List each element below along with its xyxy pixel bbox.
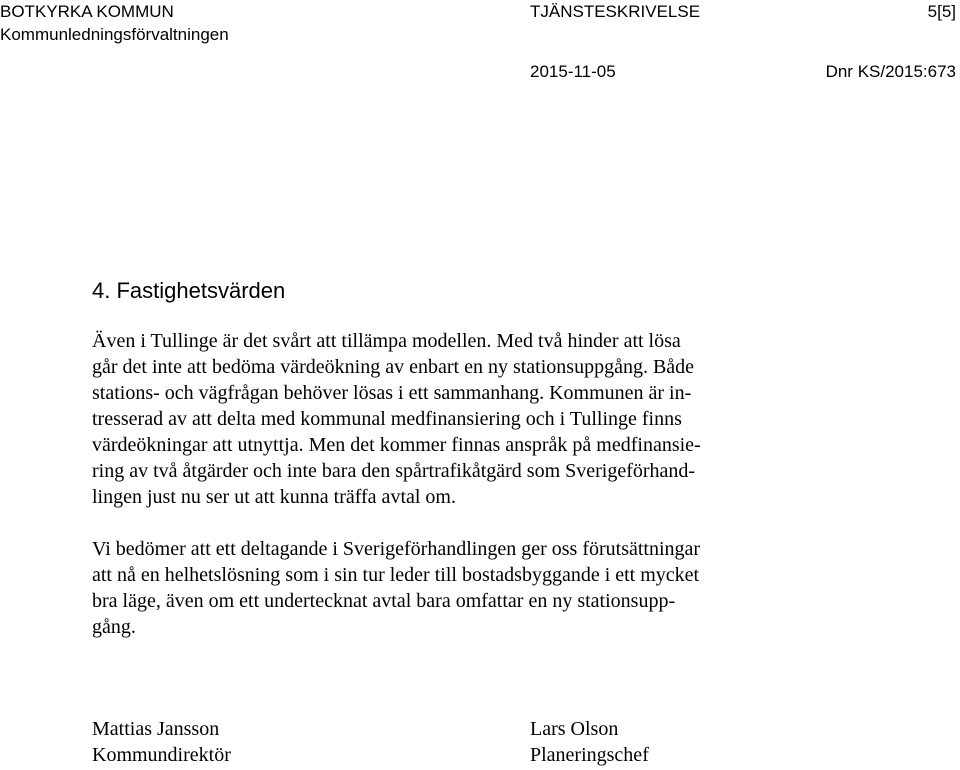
body-paragraph-1 xyxy=(92,328,701,510)
body-paragraph-2 xyxy=(92,536,700,640)
paragraph-line: tresserad av att delta med kommunal medfinansiering och i Tullinge finns xyxy=(92,408,682,430)
registration-number: Dnr KS/2015:673 xyxy=(825,62,956,81)
signatory-name: Lars Olson xyxy=(530,718,619,740)
signature-block-2 xyxy=(530,716,649,768)
signatory-name: Mattias Jansson xyxy=(92,718,220,740)
org-name: BOTKYRKA KOMMUN xyxy=(0,2,174,21)
paragraph-line: att nå en helhetslösning som i sin tur leder till bostadsbyggande i ett mycket xyxy=(92,564,700,586)
department-name: Kommunledningsförvaltningen xyxy=(0,25,229,44)
paragraph-line: går det inte att bedöma värdeökning av enbart en ny stationsuppgång. Både xyxy=(92,356,695,378)
section-heading: 4. Fastighetsvärden xyxy=(92,278,286,303)
paragraph-line: bra läge, även om ett undertecknat avtal bara omfattar en ny stationsupp- xyxy=(92,590,676,612)
page-number: 5[5] xyxy=(927,2,956,21)
paragraph-line: Även i Tullinge är det svårt att tillämpa modellen. Med två hinder att lösa xyxy=(92,330,681,352)
signatory-title: Kommundirektör xyxy=(92,744,231,766)
signatory-title: Planeringschef xyxy=(530,744,649,766)
paragraph-line: gång. xyxy=(92,616,136,638)
paragraph-line: stations- och vägfrågan behöver lösas i ett sammanhang. Kommunen är in- xyxy=(92,382,692,404)
paragraph-line: Vi bedömer att ett deltagande i Sverigeförhandlingen ger oss förutsättningar xyxy=(92,538,701,560)
paragraph-line: värdeökningar att utnyttja. Men det kommer finnas anspråk på medfinansie- xyxy=(92,434,701,456)
signature-block-1 xyxy=(92,716,231,768)
paragraph-line: ring av två åtgärder och inte bara den spårtrafikåtgärd som Sverigeförhand- xyxy=(92,460,696,482)
paragraph-line: lingen just nu ser ut att kunna träffa avtal om. xyxy=(92,486,456,508)
document-type: TJÄNSTESKRIVELSE xyxy=(530,2,701,21)
document-date: 2015-11-05 xyxy=(530,62,616,81)
